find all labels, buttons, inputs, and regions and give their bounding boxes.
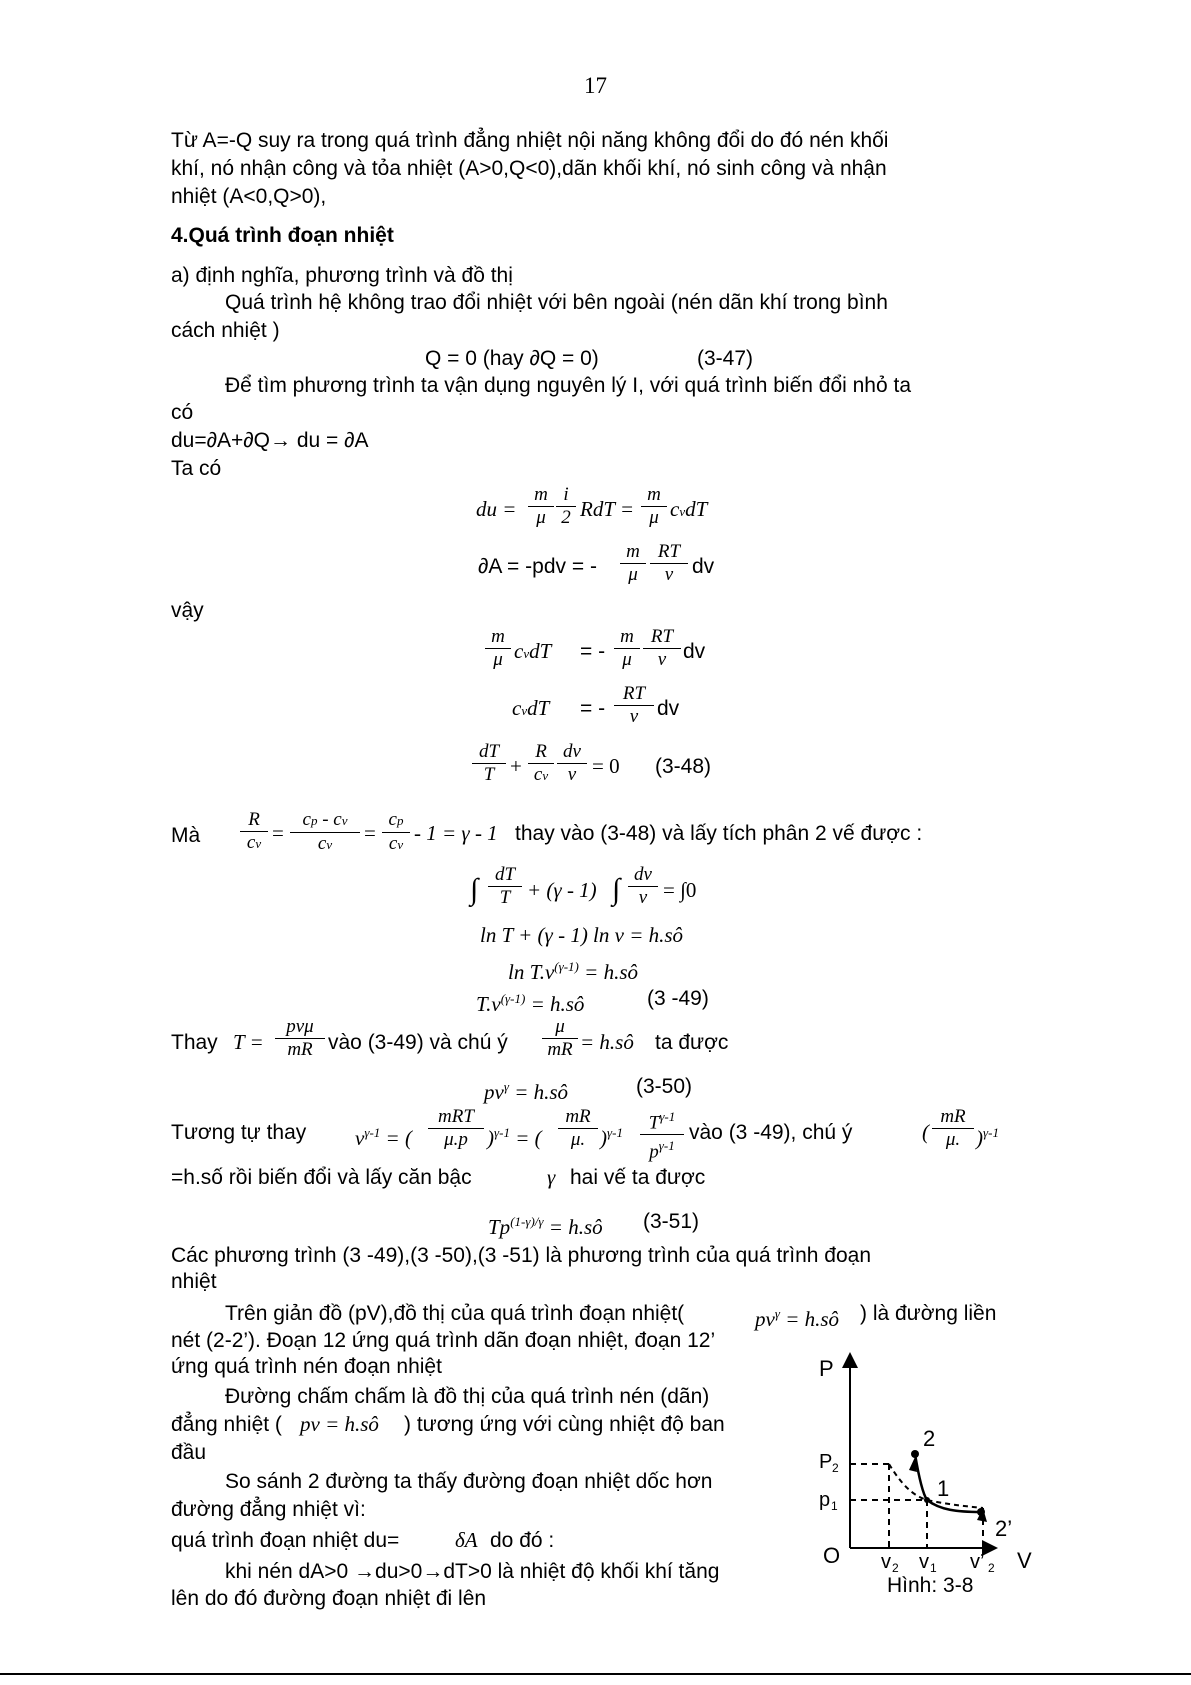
figure-caption: Hình: 3-8 (887, 1574, 974, 1595)
section-title: 4.Quá trình đoạn nhiệt (171, 224, 394, 247)
graph-text-4: Đường chấm chấm là đồ thị của quá trình nén (dãn) (225, 1385, 710, 1408)
graph-text-7: So sánh 2 đường ta thấy đường đoạn nhiệt dốc hơn (225, 1470, 713, 1493)
footer-rule (0, 1673, 1191, 1675)
p1-sub: 1 (831, 1499, 838, 1513)
graph-text-5a: đẳng nhiệt ( (171, 1413, 282, 1436)
graph-text-1-formula: $pv^\gamma$ = h.sô (755, 1306, 840, 1331)
tuong-tu-mid: vào (3 -49), chú ý (689, 1121, 853, 1144)
thay-label: Thay (171, 1031, 218, 1054)
point-1 (924, 1497, 930, 1503)
graph-text-9-formula: δA (455, 1528, 478, 1552)
definition-line-2: cách nhiệt ) (171, 319, 280, 342)
vay-label: vậy (171, 599, 204, 622)
equation-number-3-47: (3-47) (697, 347, 754, 370)
graph-text-2: nét (2-2’). Đoạn 12 ứng quá trình dãn đoạn nhiệt, đoạn 12’ (171, 1329, 716, 1352)
graph-text-1a: Trên giản đồ (pV),đồ thị của quá trình đoạn nhiệt( (225, 1302, 685, 1325)
v2-sub: 2 (892, 1561, 899, 1575)
pv-diagram (805, 1350, 1045, 1595)
graph-text-11: lên do đó đường đoạn nhiệt đi lên (171, 1587, 487, 1610)
origin-label: O (823, 1543, 841, 1568)
find-line-3: du=∂A+∂Q→ du = ∂A (171, 429, 369, 452)
equation-3-49: $T.v^{(\gamma-1)}$ = h.sô (476, 991, 585, 1016)
equation-number-3-51: (3-51) (643, 1210, 700, 1233)
intro-line-2: khí, nó nhận công và tỏa nhiệt (A>0,Q<0),dãn khối khí, nó sinh công và nhận (171, 157, 887, 180)
conclusion-line-2: nhiệt (171, 1270, 217, 1293)
gamma-symbol: γ (547, 1165, 556, 1189)
v-axis-label: V (1017, 1548, 1032, 1573)
ma-tail: thay vào (3-48) và lấy tích phân 2 vế được : (515, 822, 923, 845)
point-1-label: 1 (937, 1476, 950, 1501)
intro-line-3: nhiệt (A<0,Q>0), (171, 185, 327, 208)
graph-text-8: đường đẳng nhiệt vì: (171, 1498, 366, 1521)
point-2-label: 2 (923, 1426, 936, 1451)
ma-label: Mà (171, 824, 201, 847)
graph-text-5-formula: pv = h.sô (300, 1412, 379, 1436)
equation-number-3-50: (3-50) (636, 1075, 693, 1098)
definition-line-1: Quá trình hệ không trao đổi nhiệt với bên ngoài (nén dãn khí trong bình (225, 291, 888, 314)
equation-3-51: $Tp^{(1-\gamma)/\gamma}$ = h.sô (488, 1214, 603, 1239)
v2-label: v (881, 1551, 891, 1573)
equation-ln-product: $\ln T.v^{(\gamma-1)}$ = h.sô (508, 959, 638, 984)
find-line-4: Ta có (171, 457, 222, 480)
isothermal-curve (889, 1464, 983, 1508)
page-number: 17 (584, 73, 607, 98)
v1-label: v (919, 1551, 929, 1573)
find-line-2: có (171, 401, 194, 424)
point-2-prime-label: 2’ (995, 1516, 1013, 1541)
graph-text-10: khi nén dA>0 →du>0→dT>0 là nhiệt độ khối khí tăng (225, 1560, 720, 1583)
find-line-1: Để tìm phương trình ta vận dụng nguyên lý I, với quá trình biến đổi nhỏ ta (225, 374, 912, 397)
graph-text-9b: do đó : (490, 1529, 555, 1552)
subsection-title: a) định nghĩa, phương trình và đồ thị (171, 264, 513, 287)
equation-q-zero: Q = 0 (hay ∂Q = 0) (425, 347, 599, 370)
p2-sub: 2 (832, 1461, 839, 1475)
point-2 (911, 1450, 919, 1458)
thay-tail: ta được (655, 1031, 729, 1054)
graph-text-6: đầu (171, 1441, 207, 1464)
tuong-tu-line-2-tail: hai vế ta được (570, 1166, 706, 1189)
p-axis-label: P (819, 1356, 834, 1381)
thay-mid: vào (3-49) và chú ý (328, 1031, 508, 1054)
graph-text-3: ứng quá trình nén đoạn nhiệt (171, 1355, 442, 1378)
equation-ln: ln T + (γ - 1) ln v = h.sô (480, 923, 684, 947)
equation-number-3-49: (3 -49) (647, 987, 709, 1010)
graph-text-1b: ) là đường liền (860, 1302, 997, 1325)
v2-prime-sub: 2 (988, 1561, 995, 1575)
intro-line-1: Từ A=-Q suy ra trong quá trình đẳng nhiệt nội năng không đổi do đó nén khối (171, 129, 889, 152)
p2-label: P (819, 1451, 833, 1473)
conclusion-line-1: Các phương trình (3 -49),(3 -50),(3 -51) là phương trình của quá trình đoạn (171, 1244, 872, 1267)
tuong-tu-line-2: =h.số rồi biến đổi và lấy căn bậc (171, 1166, 472, 1189)
graph-text-5b: ) tương ứng với cùng nhiệt độ ban (404, 1413, 725, 1436)
equation-number-3-48: (3-48) (655, 755, 712, 778)
tuong-tu-label: Tương tự thay (171, 1121, 307, 1144)
equation-3-50: $pv^\gamma$ = h.sô (484, 1079, 569, 1104)
graph-text-9a: quá trình đoạn nhiệt du= (171, 1529, 400, 1552)
p1-label: p (819, 1489, 831, 1511)
v1-sub: 1 (930, 1561, 937, 1575)
v2-prime-label: v’ (970, 1551, 985, 1573)
